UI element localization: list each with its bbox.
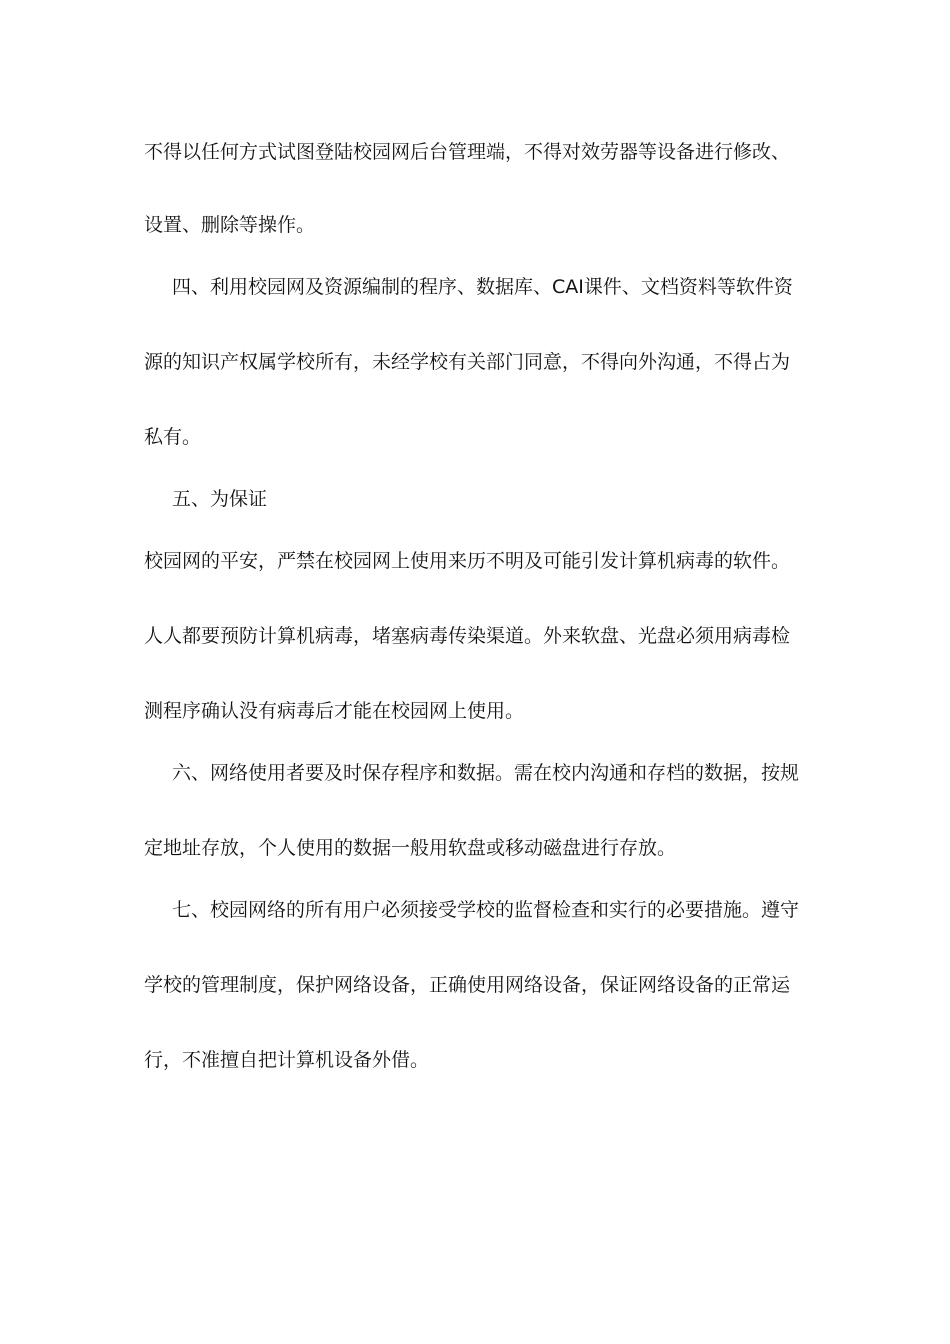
text-line: 定地址存放，个人使用的数据一般用软盘或移动磁盘进行存放。: [144, 837, 677, 859]
text-line: 学校的管理制度，保护网络设备，正确使用网络设备，保证网络设备的正常运: [144, 974, 791, 996]
text-line: 不得以任何方式试图登陆校园网后台管理端，不得对效劳器等设备进行修改、: [144, 141, 791, 163]
text-line: 人人都要预防计算机病毒，堵塞病毒传染渠道。外来软盘、光盘必须用病毒检: [144, 625, 791, 647]
text-line: 私有。: [144, 426, 202, 448]
text-line: 设置、删除等操作。: [144, 214, 316, 236]
section-six-heading-line: 六、网络使用者要及时保存程序和数据。需在校内沟通和存档的数据，按规: [172, 762, 800, 784]
section-five-heading-line: 五、为保证: [172, 488, 268, 510]
text-line: 源的知识产权属学校所有，未经学校有关部门同意，不得向外沟通，不得占为: [144, 351, 791, 373]
section-seven-heading-line: 七、校园网络的所有用户必须接受学校的监督检查和实行的必要措施。遵守: [172, 899, 800, 921]
text-line: 测程序确认没有病毒后才能在校园网上使用。: [144, 700, 525, 722]
section-four-heading-line: 四、利用校园网及资源编制的程序、数据库、CAI课件、文档资料等软件资: [172, 276, 793, 298]
text-line: 校园网的平安，严禁在校园网上使用来历不明及可能引发计算机病毒的软件。: [144, 550, 791, 572]
text-line: 行，不准擅自把计算机设备外借。: [144, 1049, 430, 1071]
